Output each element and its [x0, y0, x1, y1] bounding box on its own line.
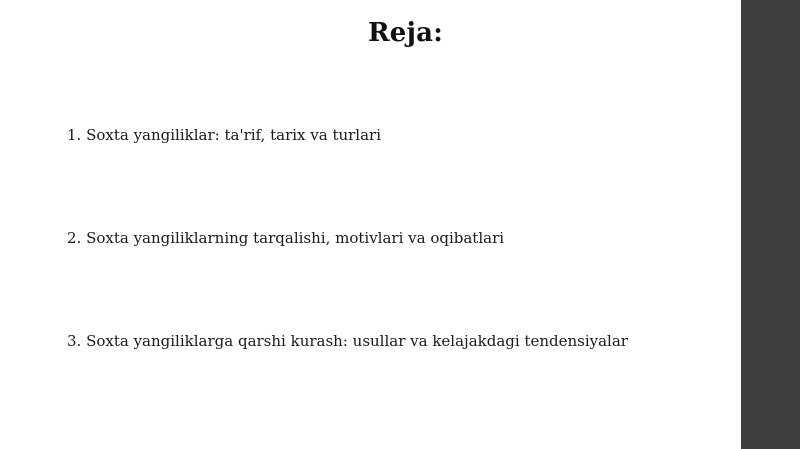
plan-item-1: 1. Soxta yangiliklar: ta'rif, tarix va turlari: [67, 126, 382, 144]
plan-item-2: 2. Soxta yangiliklarning tarqalishi, motivlari va oqibatlari: [67, 229, 505, 247]
slide-title: Reja:: [367, 18, 443, 48]
plan-item-3: 3. Soxta yangiliklarga qarshi kurash: usullar va kelajakdagi tendensiyalar: [67, 332, 628, 350]
side-panel: [741, 0, 800, 449]
